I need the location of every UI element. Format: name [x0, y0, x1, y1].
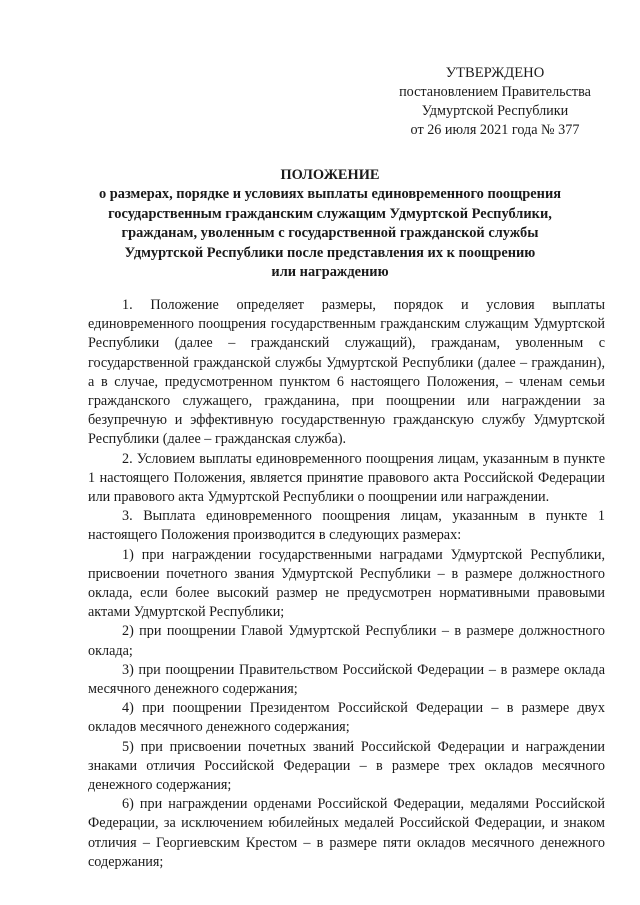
list-item-5: 5) при присвоении почетных званий Российской Федерации и награждении знаками отличия Российской Федерации – в размере трех окладов месячного денежного содержания; [88, 738, 605, 794]
paragraph-2: 2. Условием выплаты единовременного поощрения лицам, указанным в пункте 1 настоящего Положения, является принятие правового акта Российской Федерации или правового акта Удмуртской Республики о поощрении или награждении. [88, 450, 605, 506]
list-item-6: 6) при награждении орденами Российской Федерации, медалями Российской Федерации, за исключением юбилейных медалей Российской Федерации, и знаком отличия – Георгиевским Крестом – в размере пяти окладов месячного денежного содержания; [88, 796, 605, 870]
list-item-1: 1) при награждении государственными наградами Удмуртской Республики, присвоении почетного звания Удмуртской Республики – в размере должностного оклада, если более высокий размер не предусмотрен нормативными правовыми актами Удмуртской Республики; [88, 546, 605, 621]
title-line-1: о размерах, порядке и условиях выплаты единовременного поощрения [98, 186, 562, 203]
paragraph-1: 1. Положение определяет размеры, порядок и условия выплаты единовременного поощрения государственным гражданским служащим Удмуртской Республики (далее – гражданский служащий), гражданам, уволенным с государственной гражданской службы Удмуртской Республики (далее – гражданин), а в случае, предусмотренном пунктом 6 настоящего Положения, – членам семьи гражданского служащего, гражданина, при поощрении или награждении за безупречную и эффективную государственную гражданскую службу Удмуртской Республики (далее – гражданская служба). [88, 297, 605, 448]
title-line-4: Удмуртской Республики после представления их к поощрению [124, 244, 536, 261]
title-line-3: гражданам, уволенным с государственной гражданской службы [121, 225, 539, 242]
approval-stamp: УТВЕРЖДЕНО [445, 65, 545, 81]
list-item-3: 3) при поощрении Правительством Российской Федерации – в размере оклада месячного денежного содержания; [88, 661, 605, 698]
paragraph-3: 3. Выплата единовременного поощрения лицам, указанным в пункте 1 настоящего Положения производится в следующих размерах: [88, 508, 605, 544]
approval-line-2: Удмуртской Республики [421, 103, 569, 119]
approval-stamp-block [370, 64, 620, 140]
list-item-2: 2) при поощрении Главой Удмуртской Республики – в размере должностного оклада; [88, 623, 605, 659]
list-item-4: 4) при поощрении Президентом Российской Федерации – в размере двух окладов месячного денежного содержания; [88, 700, 605, 736]
title-line-5: или награждению [271, 264, 389, 281]
title-line-2: государственным гражданским служащим Удмуртской Республики, [108, 205, 552, 222]
approval-line-3: от 26 июля 2021 года № 377 [410, 122, 580, 138]
document-title [70, 166, 590, 282]
document-body [88, 296, 605, 872]
approval-line-1: постановлением Правительства [399, 84, 591, 100]
title-heading: ПОЛОЖЕНИЕ [280, 167, 380, 183]
